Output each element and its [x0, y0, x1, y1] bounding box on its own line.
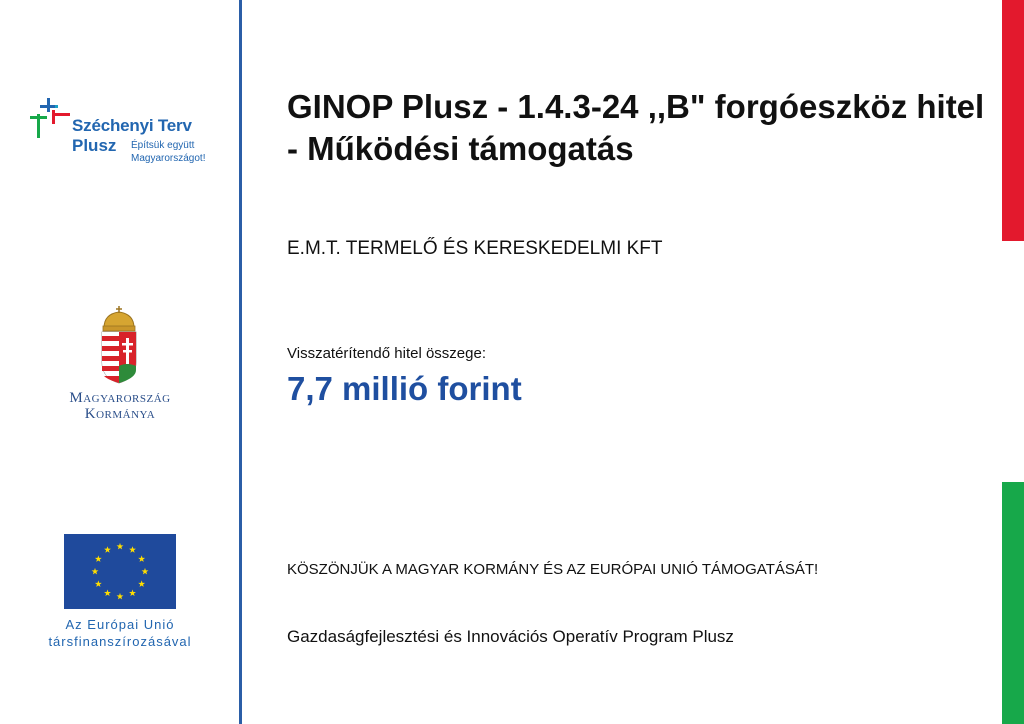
thanks-statement: KÖSZÖNJÜK A MAGYAR KORMÁNY ÉS AZ EURÓPAI UNIÓ TÁMOGATÁSÁT! [287, 561, 819, 578]
flag-green-stripe [1002, 482, 1024, 724]
szechenyi-tagline-2: Magyarországot! [131, 153, 206, 164]
szechenyi-title: Széchenyi Terv [72, 116, 192, 135]
loan-amount-value: 7,7 millió forint [287, 370, 522, 407]
program-name: Gazdaságfejlesztési és Innovációs Operatív Program Plusz [287, 627, 734, 646]
eu-flag-icon [64, 534, 176, 609]
szechenyi-tagline-1: Építsük együtt [131, 140, 195, 151]
government-name-line-1: Magyarország [69, 390, 171, 406]
flag-red-stripe [1002, 0, 1024, 241]
szechenyi-plusz: Plusz [72, 136, 117, 155]
project-title: GINOP Plusz - 1.4.3-24 ,,B" forgóeszköz hitel - Működési támogatás [287, 88, 985, 167]
government-name-line-2: Kormánya [84, 406, 156, 422]
eu-cofinancing-line-1: Az Európai Unió [65, 617, 175, 632]
loan-amount-label: Visszatérítendő hitel összege: [287, 345, 487, 362]
szechenyi-terv-logo [28, 96, 228, 176]
szechenyi-plus-cross-icon [28, 96, 76, 144]
vertical-divider [239, 0, 242, 724]
eu-cofinancing-line-2: társfinanszírozásával [48, 634, 192, 649]
hungarian-coat-of-arms-icon [98, 306, 140, 384]
beneficiary-name: E.M.T. TERMELŐ ÉS KERESKEDELMI KFT [287, 238, 663, 259]
